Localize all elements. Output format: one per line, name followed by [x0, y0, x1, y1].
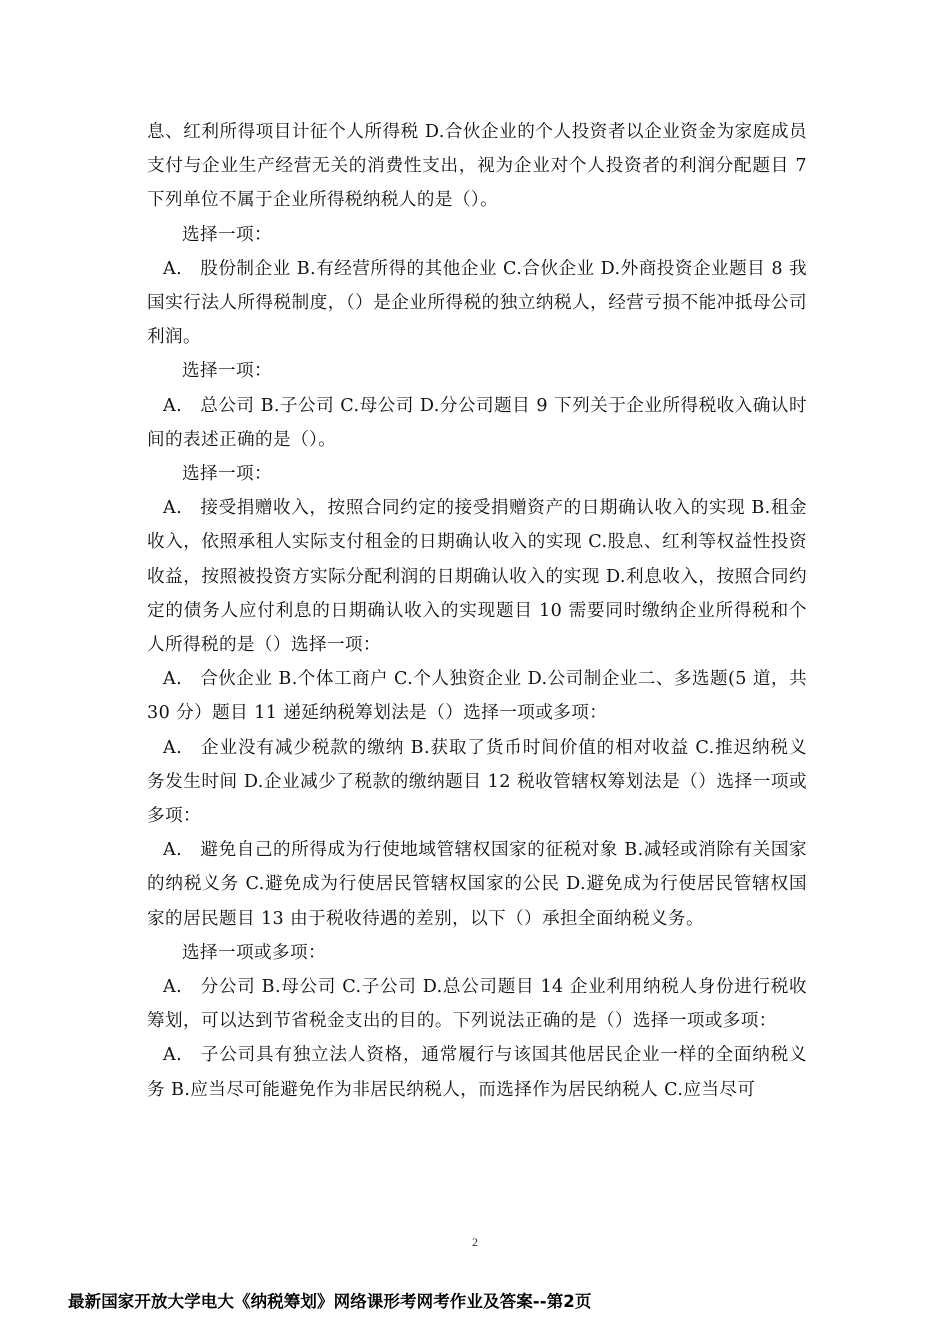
select-prompt: 选择一项：: [182, 224, 272, 245]
select-prompt: 选择一项：: [182, 361, 272, 382]
question-paragraph: A. 避免自己的所得成为行使地域管辖权国家的征税对象 B.减轻或消除有关国家的纳税义务 C.避免成为行使居民管辖权国家的公民 D.避免成为行使居民管辖权国家的居民题目 13 由于税收待遇的差别，以下（）承担全面纳税义务。: [147, 840, 807, 929]
question-paragraph: A. 子公司具有独立法人资格，通常履行与该国其他居民企业一样的全面纳税义务 B.应当尽可能避免作为非居民纳税人，而选择作为居民纳税人 C.应当尽可: [147, 1045, 807, 1100]
footer-title: 最新国家开放大学电大《纳税筹划》网络课形考网考作业及答案--第2页: [68, 1292, 592, 1311]
select-prompt: 选择一项或多项：: [182, 942, 326, 963]
question-paragraph: A. 总公司 B.子公司 C.母公司 D.分公司题目 9 下列关于企业所得税收入确认时间的表述正确的是（）。: [147, 395, 807, 450]
question-paragraph: 息、红利所得项目计征个人所得税 D.合伙企业的个人投资者以企业资金为家庭成员支付与企业生产经营无关的消费性支出，视为企业对个人投资者的利润分配题目 7 下列单位不属于企业所得税纳税人的是（）。: [147, 122, 807, 211]
select-prompt: 选择一项：: [182, 464, 272, 485]
question-paragraph: A. 股份制企业 B.有经营所得的其他企业 C.合伙企业 D.外商投资企业题目 8 我国实行法人所得税制度，（）是企业所得税的独立纳税人，经营亏损不能冲抵母公司利润。: [147, 258, 807, 348]
page-body: [147, 115, 807, 1107]
page-number: 2: [472, 1235, 478, 1249]
question-paragraph: A. 分公司 B.母公司 C.子公司 D.总公司题目 14 企业利用纳税人身份进行税收筹划，可以达到节省税金支出的目的。下列说法正确的是（）选择一项或多项：: [147, 977, 807, 1032]
question-paragraph: A. 企业没有减少税款的缴纳 B.获取了货币时间价值的相对收益 C.推迟纳税义务发生时间 D.企业减少了税款的缴纳题目 12 税收管辖权筹划法是（）选择一项或多项：: [147, 737, 807, 827]
question-paragraph: A. 接受捐赠收入，按照合同约定的接受捐赠资产的日期确认收入的实现 B.租金收入，依照承租人实际支付租金的日期确认收入的实现 C.股息、红利等权益性投资收益，按照被投资方实际分配利润的日期确认收入的实现 D.利息收入，按照合同约定的债务人应付利息的日期确认收入的实现题目 10 需要同时缴纳企业所得税和个人所得税的是（）选择一项：: [147, 498, 807, 656]
question-paragraph: A. 合伙企业 B.个体工商户 C.个人独资企业 D.公司制企业二、多选题(5 道，共 30 分）题目 11 递延纳税筹划法是（）选择一项或多项：: [147, 669, 807, 724]
